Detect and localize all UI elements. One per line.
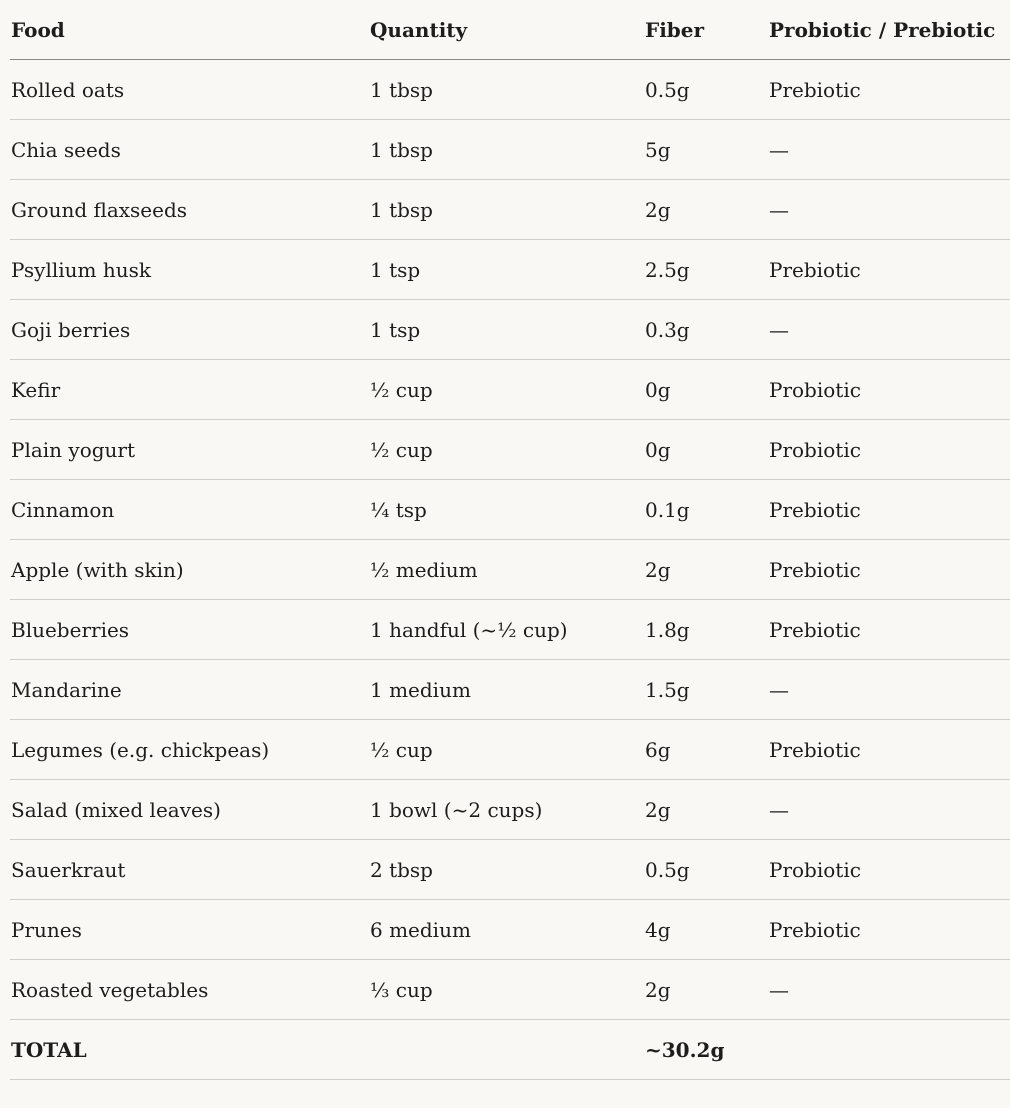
cell-fiber: 0.3g [645,317,690,342]
fiber-table [10,0,1010,1080]
cell-fiber: 0g [645,437,671,462]
cell-quantity: ½ medium [370,557,478,582]
cell-fiber: 2g [645,797,671,822]
cell-fiber: 6g [645,737,671,762]
table-row [10,180,1010,240]
cell-fiber: 0g [645,377,671,402]
cell-food: Chia seeds [11,137,121,162]
cell-probiotic-prebiotic: Prebiotic [769,917,861,942]
table-total-row [10,1020,1010,1080]
cell-probiotic-prebiotic: Probiotic [769,377,861,402]
cell-probiotic-prebiotic: Prebiotic [769,737,861,762]
cell-food: Cinnamon [11,497,115,522]
table-row [10,480,1010,540]
table-row [10,540,1010,600]
table-header-row [10,0,1010,60]
cell-food: Sauerkraut [11,857,126,882]
cell-food: Kefir [11,377,61,402]
cell-food: Legumes (e.g. chickpeas) [11,737,270,762]
cell-quantity: 2 tbsp [370,857,433,882]
cell-fiber: 2g [645,557,671,582]
cell-quantity: ⅓ cup [370,977,433,1002]
table-row [10,300,1010,360]
cell-probiotic-prebiotic: Prebiotic [769,617,861,642]
table-row [10,60,1010,120]
cell-probiotic-prebiotic: — [769,137,789,162]
table-row [10,600,1010,660]
table-row [10,120,1010,180]
table-row [10,720,1010,780]
cell-probiotic-prebiotic: Probiotic [769,857,861,882]
table-row [10,840,1010,900]
cell-quantity: ½ cup [370,437,433,462]
cell-probiotic-prebiotic: Prebiotic [769,77,861,102]
cell-probiotic-prebiotic: Prebiotic [769,497,861,522]
cell-quantity: 1 tbsp [370,137,433,162]
cell-quantity: 1 tsp [370,257,421,282]
table-row [10,660,1010,720]
header-probiotic-prebiotic: Probiotic / Prebiotic [769,17,996,42]
cell-probiotic-prebiotic: Prebiotic [769,557,861,582]
cell-fiber: 0.1g [645,497,690,522]
table-row [10,960,1010,1020]
cell-fiber: 1.8g [645,617,690,642]
cell-food: Ground flaxseeds [11,197,188,222]
table-body [10,60,1010,1020]
table-row [10,780,1010,840]
cell-probiotic-prebiotic: — [769,977,789,1002]
cell-fiber: 5g [645,137,671,162]
cell-quantity: ½ cup [370,377,433,402]
cell-probiotic-prebiotic: — [769,197,789,222]
table-row [10,900,1010,960]
cell-food: Goji berries [11,317,131,342]
header-quantity: Quantity [370,17,468,42]
cell-fiber: 1.5g [645,677,690,702]
table-row [10,240,1010,300]
cell-fiber: 2g [645,977,671,1002]
total-label: TOTAL [11,1037,87,1062]
cell-fiber: 4g [645,917,671,942]
table-row [10,360,1010,420]
cell-quantity: 1 bowl (~2 cups) [370,797,543,822]
cell-food: Prunes [11,917,82,942]
cell-food: Plain yogurt [11,437,136,462]
cell-probiotic-prebiotic: — [769,677,789,702]
cell-fiber: 2.5g [645,257,690,282]
cell-quantity: ¼ tsp [370,497,427,522]
cell-food: Mandarine [11,677,122,702]
cell-quantity: 1 tbsp [370,197,433,222]
header-fiber: Fiber [645,17,705,42]
cell-food: Rolled oats [11,77,125,102]
cell-quantity: 1 medium [370,677,471,702]
cell-probiotic-prebiotic: — [769,797,789,822]
cell-food: Blueberries [11,617,130,642]
cell-fiber: 2g [645,197,671,222]
cell-food: Roasted vegetables [11,977,209,1002]
cell-quantity: 1 handful (~½ cup) [370,617,568,642]
cell-probiotic-prebiotic: Probiotic [769,437,861,462]
table-row [10,420,1010,480]
cell-food: Salad (mixed leaves) [11,797,221,822]
cell-quantity: 6 medium [370,917,471,942]
total-fiber: ~30.2g [645,1037,725,1062]
cell-food: Psyllium husk [11,257,152,282]
cell-fiber: 0.5g [645,77,690,102]
cell-quantity: 1 tbsp [370,77,433,102]
cell-fiber: 0.5g [645,857,690,882]
cell-probiotic-prebiotic: Prebiotic [769,257,861,282]
cell-probiotic-prebiotic: — [769,317,789,342]
cell-food: Apple (with skin) [11,557,184,582]
cell-quantity: 1 tsp [370,317,421,342]
cell-quantity: ½ cup [370,737,433,762]
header-food: Food [11,17,65,42]
